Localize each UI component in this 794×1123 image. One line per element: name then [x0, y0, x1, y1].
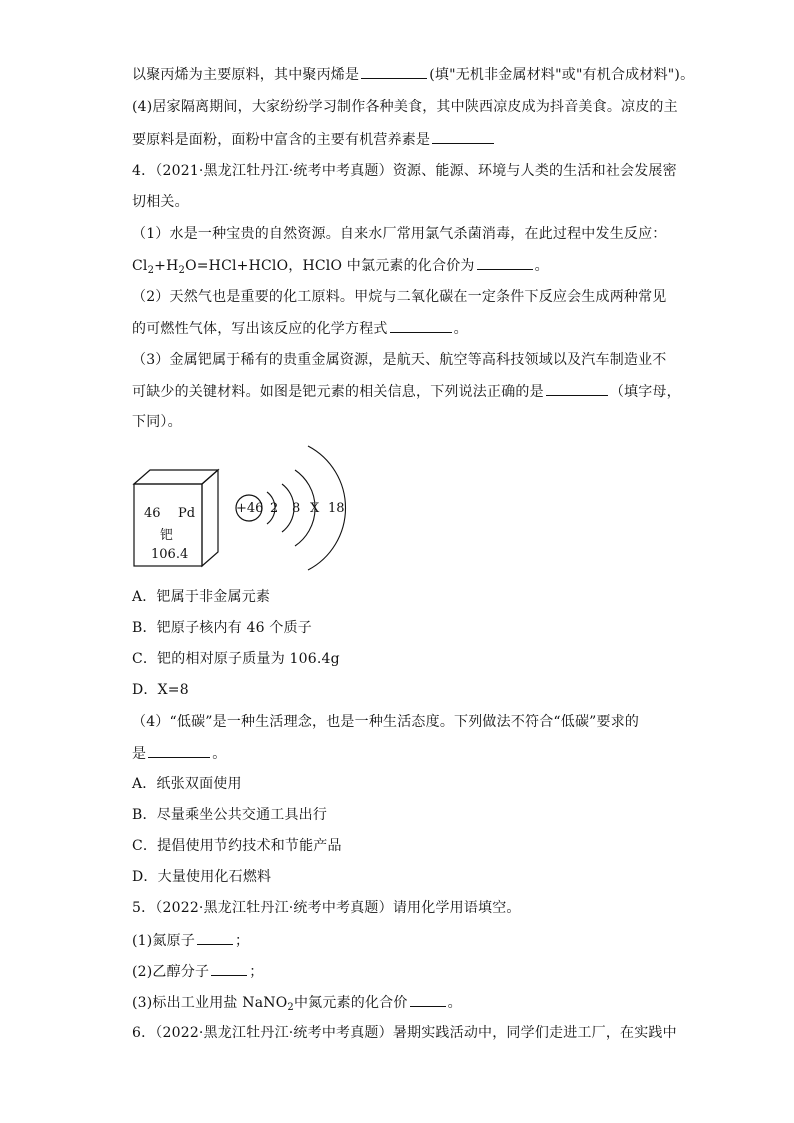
atom-structure [236, 446, 346, 570]
option-b[interactable] [132, 618, 312, 638]
option-text: D．大量使用化石燃料 [132, 869, 272, 885]
question-title [132, 898, 521, 918]
option-c[interactable] [132, 836, 342, 856]
option-b[interactable] [132, 805, 327, 825]
shell-electron-count: 8 [292, 501, 301, 516]
text-line [132, 743, 226, 764]
option-d[interactable] [132, 867, 271, 887]
line-text: （3）金属钯属于稀有的贵重金属资源，是航天、航空等高科技领域以及汽车制造业不 [132, 352, 667, 368]
line-text: 。 [534, 258, 549, 274]
option-a[interactable] [132, 587, 270, 607]
line-text: (2)乙醇分子 [132, 964, 210, 980]
shell-electron-count: 18 [328, 501, 345, 516]
subscript: 2 [147, 265, 155, 276]
text-line [132, 992, 462, 1013]
option-d[interactable] [132, 680, 189, 700]
shell-electron-count: X [310, 501, 320, 516]
text-line [132, 129, 496, 150]
text-line [132, 64, 694, 85]
text-line [132, 412, 182, 432]
line-text: 是 [132, 746, 147, 762]
answer-blank[interactable] [361, 64, 427, 79]
answer-blank[interactable] [390, 318, 452, 333]
answer-blank[interactable] [197, 930, 233, 945]
question-title [132, 1023, 677, 1043]
option-text: B．钯原子核内有 46 个质子 [132, 620, 313, 636]
line-text: (4)居家隔离期间，大家纷纷学习制作各种美食，其中陕西凉皮成为抖音美食。凉皮的主 [132, 99, 678, 115]
line-text: 切相关。 [132, 194, 189, 210]
line-text: 5．（2022·黑龙江牡丹江·统考中考真题）请用化学用语填空。 [132, 900, 521, 916]
palladium-figure [130, 440, 360, 575]
answer-blank[interactable] [148, 743, 210, 758]
equation-line [132, 255, 549, 276]
text-line [132, 381, 681, 402]
line-text: 中氮元素的化合价 [293, 995, 408, 1011]
answer-blank[interactable] [410, 992, 446, 1007]
line-text: 的可燃性气体，写出该反应的化学方程式 [132, 321, 388, 337]
line-text: 可缺少的关键材料。如图是钯元素的相关信息，下列说法正确的是 [132, 384, 544, 400]
line-text: ； [235, 933, 250, 949]
option-text: C．提倡使用节约技术和节能产品 [132, 838, 342, 854]
shell-electron-count: 2 [270, 501, 279, 516]
element-symbol: Pd [178, 506, 196, 521]
nucleus-charge: +46 [236, 501, 264, 516]
text-line [132, 961, 263, 982]
text-line [132, 287, 667, 307]
line-text: 。 [453, 321, 468, 337]
cube-side-face [202, 470, 218, 566]
option-a[interactable] [132, 774, 242, 794]
line-text: （4）“低碳”是一种生活理念，也是一种生活态度。下列做法不符合“低碳”要求的 [132, 714, 640, 730]
question-title [132, 161, 677, 181]
answer-blank[interactable] [432, 129, 494, 144]
atomic-number: 46 [144, 506, 161, 521]
line-text: 4．（2021·黑龙江牡丹江·统考中考真题）资源、能源、环境与人类的生活和社会发展密 [132, 163, 677, 179]
text-line [132, 318, 468, 339]
formula-text: Cl [132, 258, 148, 274]
element-name: 钯 [160, 528, 174, 543]
option-text: C．钯的相对原子质量为 106.4g [132, 651, 340, 667]
formula-text: +H [154, 258, 179, 274]
line-text: (1)氮原子 [132, 933, 196, 949]
answer-blank[interactable] [211, 961, 247, 976]
line-text: 要原料是面粉，面粉中富含的主要有机营养素是 [132, 132, 431, 148]
line-text: 以聚丙烯为主要原料，其中聚丙烯是 [132, 67, 360, 83]
text-line [132, 224, 667, 244]
subscript: 2 [178, 265, 186, 276]
line-text: 。 [447, 995, 462, 1011]
line-text: （2）天然气也是重要的化工原料。甲烷与二氧化碳在一定条件下反应会生成两种常见 [132, 289, 667, 305]
line-text: ； [249, 964, 264, 980]
option-text: A．纸张双面使用 [132, 776, 242, 792]
answer-blank[interactable] [546, 381, 608, 396]
text-line [132, 930, 249, 951]
option-text: D．X=8 [132, 682, 189, 698]
element-cube [134, 470, 218, 566]
option-text: A．钯属于非金属元素 [132, 589, 271, 605]
option-c[interactable] [132, 649, 340, 669]
line-text: 6．（2022·黑龙江牡丹江·统考中考真题）暑期实践活动中，同学们走进工厂，在实践中 [132, 1025, 677, 1041]
line-text: (3)标出工业用盐 NaNO [132, 995, 288, 1011]
line-text: （1）水是一种宝贵的自然资源。自来水厂常用氯气杀菌消毒，在此过程中发生反应： [132, 226, 667, 242]
text-line [132, 350, 667, 370]
line-text: 。 [212, 746, 227, 762]
subscript: 2 [287, 1002, 294, 1013]
formula-text: O=HCl+HClO，HClO 中氯元素的化合价为 [185, 258, 475, 274]
answer-blank[interactable] [477, 255, 533, 270]
option-text: B．尽量乘坐公共交通工具出行 [132, 807, 328, 823]
line-text: （填字母， [609, 384, 681, 400]
text-line [132, 192, 189, 212]
line-text: 下同）。 [132, 414, 182, 430]
atomic-mass: 106.4 [151, 547, 189, 562]
line-text: (填"无机非金属材料"或"有机合成材料")。 [429, 67, 695, 83]
text-line [132, 97, 678, 117]
cube-top-face [134, 470, 218, 484]
text-line [132, 712, 639, 732]
